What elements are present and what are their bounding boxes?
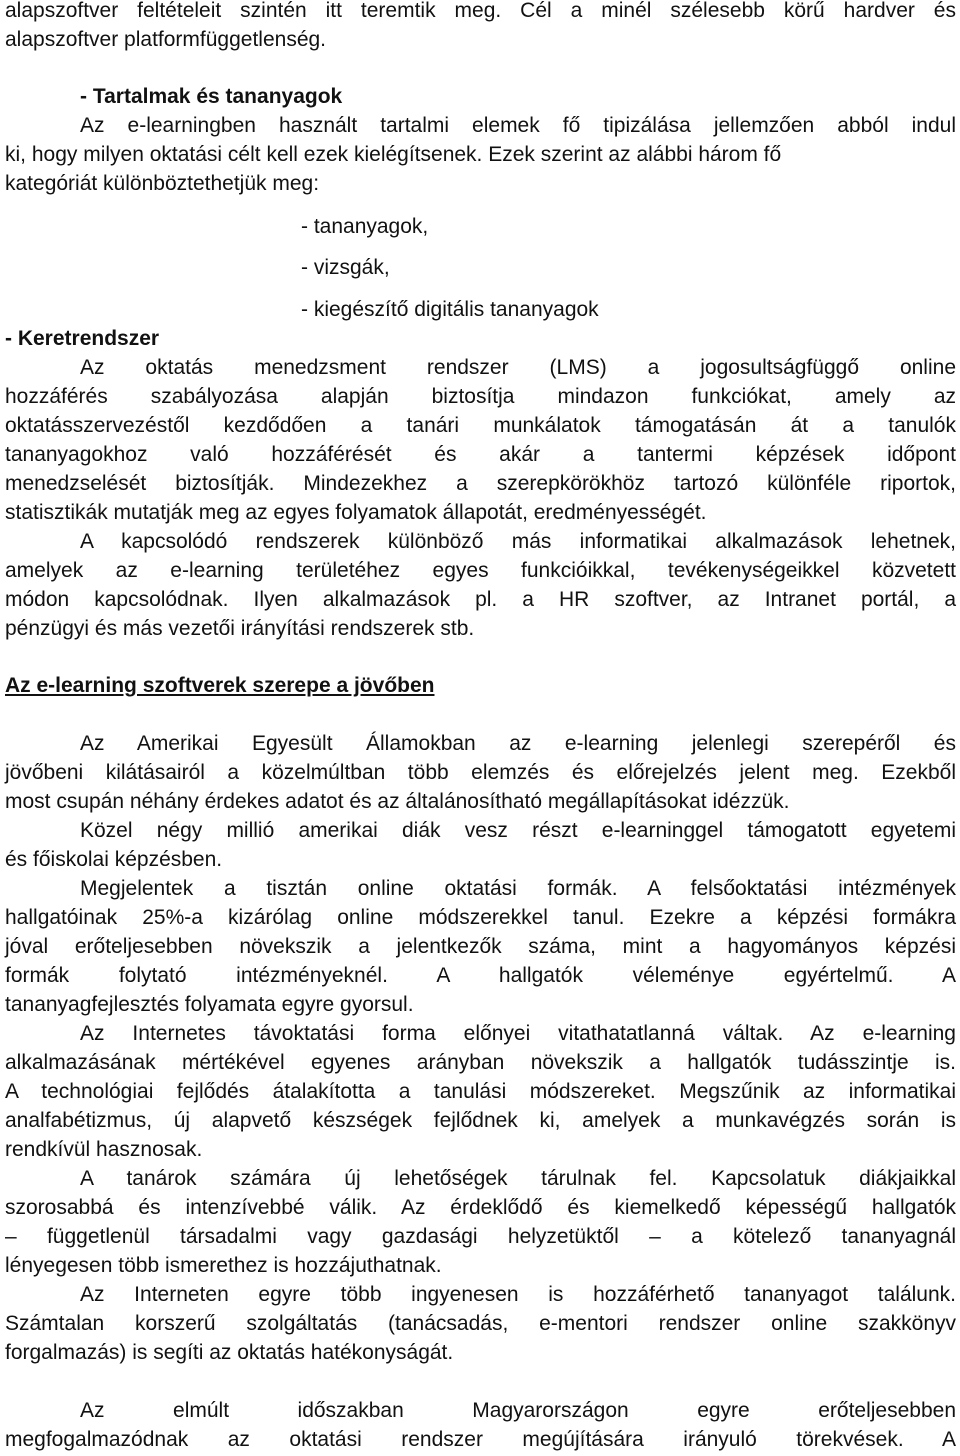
paragraph-line: A kapcsolódó rendszerek különböző más informatikai alkalmazások lehetnek,: [80, 530, 956, 553]
paragraph-line: Megjelentek a tisztán online oktatási formák. A felsőoktatási intézmények: [80, 877, 956, 900]
list-item: - tananyagok,: [301, 215, 429, 238]
paragraph-line: szorosabbá és intenzívebbé válik. Az érdeklődő és kiemelkedő képességű hallgatók: [5, 1196, 956, 1219]
paragraph-line: formák folytató intézményeknél. A hallgatók véleménye egyértelmű. A: [5, 964, 956, 987]
paragraph-line: oktatásszervezéstől kezdődően a tanári munkálatok támogatásán át a tanulók: [5, 414, 956, 437]
paragraph-line: Az elmúlt időszakban Magyarországon egyre erőteljesebben: [80, 1399, 956, 1422]
list-item: - vizsgák,: [301, 256, 390, 279]
paragraph-line: ki, hogy milyen oktatási célt kell ezek kielégítsenek. Ezek szerint az alábbi három fő: [5, 143, 782, 166]
paragraph-line: alapszoftver feltételeit szintén itt teremtik meg. Cél a minél szélesebb körű hardver és: [5, 0, 956, 22]
paragraph-line: statisztikák mutatják meg az egyes folyamatok állapotát, eredményességét.: [5, 501, 707, 524]
paragraph-line: tananyagfejlesztés folyamata egyre gyorsul.: [5, 993, 414, 1016]
paragraph-line: jövőbeni kilátásairól a közelmúltban több elemzés és előrejelzés jelent meg. Ezekből: [5, 761, 956, 784]
paragraph-line: alkalmazásának mértékével egyenes arányban növekszik a hallgatók tudásszintje is.: [5, 1051, 956, 1074]
paragraph-line: hallgatóinak 25%-a kizárólag online módszerekkel tanul. Ezekre a képzési formákra: [5, 906, 956, 929]
paragraph-line: Számtalan korszerű szolgáltatás (tanácsadás, e-mentori rendszer online szakkönyv: [5, 1312, 956, 1335]
paragraph-line: tananyagokhoz való hozzáférését és akár a tantermi képzések időpont: [5, 443, 956, 466]
paragraph-line: most csupán néhány érdekes adatot és az általánosítható megállapításokat idézzük.: [5, 790, 790, 813]
paragraph-line: lényegesen több ismerethez is hozzájuthatnak.: [5, 1254, 442, 1277]
paragraph-line: Az Amerikai Egyesült Államokban az e-learning jelenlegi szerepéről és: [80, 732, 956, 755]
paragraph-line: rendkívül hasznosak.: [5, 1138, 203, 1161]
paragraph-line: menedzselését biztosítják. Mindezekhez a szerepkörökhöz tartozó különféle riportok,: [5, 472, 956, 495]
paragraph-line: jóval erőteljesebben növekszik a jelentkezők száma, mint a hagyományos képzési: [5, 935, 956, 958]
paragraph-line: analfabétizmus, új alapvető készségek fejlődnek ki, amelyek a munkavégzés során is: [5, 1109, 956, 1132]
section-heading-framework: - Keretrendszer: [5, 327, 160, 350]
paragraph-line: megfogalmazódnak az oktatási rendszer megújítására irányuló törekvések. A: [5, 1428, 956, 1451]
paragraph-line: kategóriát különböztethetjük meg:: [5, 172, 320, 195]
section-title: Az e-learning szoftverek szerepe a jövőben: [5, 674, 435, 697]
section-heading-content: - Tartalmak és tananyagok: [80, 85, 343, 108]
paragraph-line: Az Interneten egyre több ingyenesen is hozzáférhető tananyagot találunk.: [80, 1283, 956, 1306]
paragraph-line: pénzügyi és más vezetői irányítási rendszerek stb.: [5, 617, 475, 640]
paragraph-line: alapszoftver platformfüggetlenség.: [5, 28, 327, 51]
paragraph-line: Az oktatás menedzsment rendszer (LMS) a jogosultságfüggő online: [80, 356, 956, 379]
paragraph-line: amelyek az e-learning területéhez egyes funkcióikkal, tevékenységeikkel közvetett: [5, 559, 956, 582]
list-item: - kiegészítő digitális tananyagok: [301, 298, 599, 321]
paragraph-line: és főiskolai képzésben.: [5, 848, 223, 871]
paragraph-line: Közel négy millió amerikai diák vesz részt e-learninggel támogatott egyetemi: [80, 819, 956, 842]
paragraph-line: A tanárok számára új lehetőségek tárulnak fel. Kapcsolatuk diákjaikkal: [80, 1167, 956, 1190]
paragraph-line: Az Internetes távoktatási forma előnyei vitathatatlanná váltak. Az e-learning: [80, 1022, 956, 1045]
paragraph-line: A technológiai fejlődés átalakította a tanulási módszereket. Megszűnik az informatikai: [5, 1080, 956, 1103]
paragraph-line: Az e-learningben használt tartalmi elemek fő tipizálása jellemzően abból indul: [80, 114, 956, 137]
paragraph-line: forgalmazás) is segíti az oktatás hatékonyságát.: [5, 1341, 454, 1364]
paragraph-line: – függetlenül társadalmi vagy gazdasági helyzetüktől – a kötelező tananyagnál: [5, 1225, 956, 1248]
paragraph-line: módon kapcsolódnak. Ilyen alkalmazások pl. a HR szoftver, az Intranet portál, a: [5, 588, 956, 611]
paragraph-line: hozzáférés szabályozása alapján biztosítja mindazon funkciókat, amely az: [5, 385, 956, 408]
